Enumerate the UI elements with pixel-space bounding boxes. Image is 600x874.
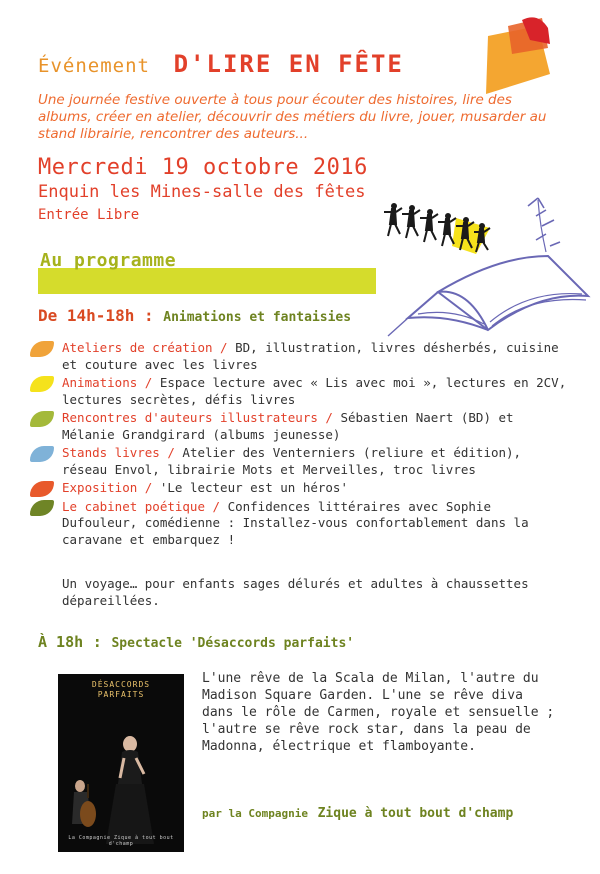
- item-text: 'Le lecteur est un héros': [152, 480, 348, 495]
- program-title: Au programme: [40, 250, 177, 271]
- slot-evening-time: À 18h: [38, 633, 84, 651]
- slot-evening-sep: :: [92, 633, 102, 651]
- leaf-bullet-icon: [30, 500, 54, 516]
- item-title: Exposition /: [62, 480, 153, 495]
- slot-afternoon-heading: [38, 306, 351, 325]
- company-prefix: par la Compagnie: [202, 807, 308, 820]
- item-text: BD, illustration, livres désherbés, cuisine et couture avec les livres: [62, 340, 559, 372]
- show-description: L'une rêve de la Scala de Milan, l'autre du Madison Square Garden. L'une se rêve diva dans le rôle de Carmen, royale et sensuelle ; l'autre se rêve rock star, dans la peau de Madonna, électrique et flamboyante.: [202, 671, 555, 754]
- item-text: Atelier des Venterniers (reliure et édition), réseau Envol, librairie Mots et Merveilles, troc livres: [62, 445, 522, 477]
- event-date: Mercredi 19 octobre 2016: [38, 155, 368, 180]
- item-text: Confidences littéraires avec Sophie Dufouleur, comédienne : Installez-vous confortablement dans la caravane et embarquez !: [62, 498, 529, 547]
- item-title: Ateliers de création /: [62, 340, 228, 355]
- slot-evening-label: Spectacle 'Désaccords parfaits': [111, 636, 355, 651]
- item-text: Sébastien Naert (BD) et Mélanie Grandgirard (albums jeunesse): [62, 410, 514, 442]
- leaf-bullet-icon: [30, 481, 54, 497]
- event-place: Enquin les Mines-salle des fêtes: [38, 182, 366, 202]
- list-item: [30, 445, 570, 478]
- list-item: [30, 410, 570, 443]
- list-item: [30, 340, 570, 373]
- program-list: [30, 340, 570, 550]
- voyage-text: Un voyage… pour enfants sages délurés et adultes à chaussettes dépareillées.: [62, 576, 529, 608]
- slot-afternoon-sep: :: [143, 306, 154, 325]
- slot-evening-heading: [38, 632, 354, 651]
- leaf-bullet-icon: [30, 376, 54, 392]
- header: [38, 50, 404, 78]
- event-kicker: Événement: [38, 55, 150, 77]
- list-item: [30, 480, 570, 497]
- leaf-bullet-icon: [30, 446, 54, 462]
- program-title-bar: [38, 268, 376, 294]
- item-title: Rencontres d'auteurs illustrateurs /: [62, 410, 333, 425]
- slot-afternoon-time: De 14h-18h: [38, 306, 135, 325]
- logo-shapes: [478, 14, 558, 100]
- show-poster: [58, 674, 184, 852]
- item-title: Animations /: [62, 375, 153, 390]
- item-title: Le cabinet poétique /: [62, 498, 221, 514]
- list-item: [30, 375, 570, 408]
- book-illustration: [378, 196, 600, 340]
- event-entry: Entrée Libre: [38, 207, 140, 223]
- poster-footer: La Compagnie Zique à tout bout d'champ: [68, 835, 174, 847]
- event-title: D'LIRE EN FÊTE: [173, 50, 404, 78]
- item-title: Stands livres /: [62, 445, 175, 460]
- item-text: Espace lecture avec « Lis avec moi », lectures en 2CV, lectures secrètes, défis livres: [62, 375, 567, 407]
- poster-title-line2: PARFAITS: [97, 690, 145, 699]
- leaf-bullet-icon: [30, 341, 54, 357]
- intro-text: Une journée festive ouverte à tous pour écouter des histoires, lire des albums, créer en atelier, découvrir des métiers du livre, jouer, musarder au stand librairie, rencontrer des auteurs...: [38, 92, 547, 142]
- poster-performers: [58, 674, 184, 852]
- company-credit: [202, 802, 513, 821]
- slot-afternoon-label: Animations et fantaisies: [163, 310, 352, 325]
- leaf-bullet-icon: [30, 411, 54, 427]
- list-item: [30, 499, 570, 549]
- company-name: Zique à tout bout d'champ: [317, 806, 514, 821]
- poster-title-line1: DÉSACCORDS: [91, 680, 151, 689]
